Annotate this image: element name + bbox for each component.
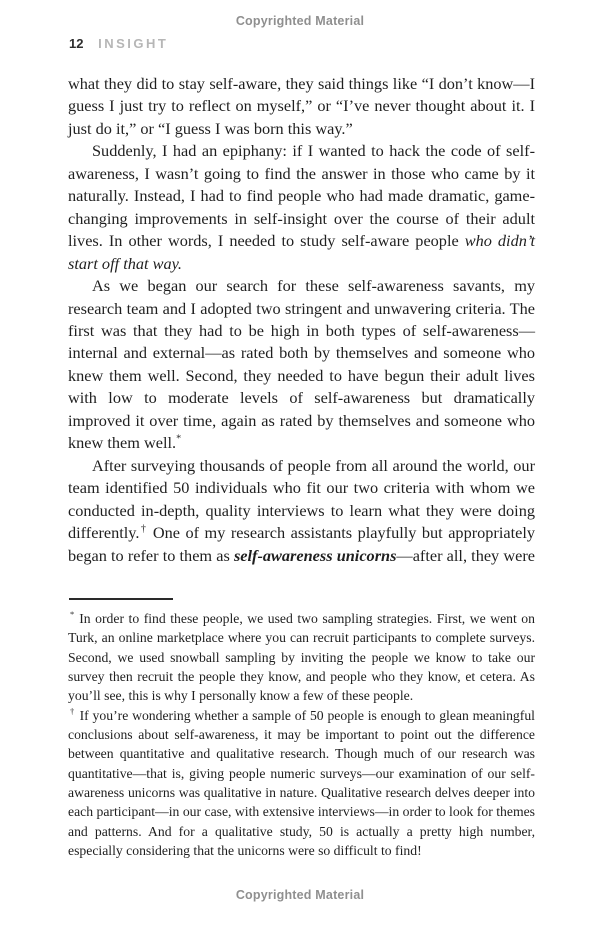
- body-text-segment: who didn’t start off that way.: [68, 231, 535, 273]
- body-paragraph: [68, 455, 535, 567]
- footnote-divider: [69, 598, 173, 600]
- copyright-notice-bottom: Copyrighted Material: [235, 888, 365, 902]
- footnote-marker: *: [176, 433, 182, 445]
- footnotes: [68, 609, 535, 860]
- body-paragraph: [68, 140, 535, 275]
- footnote-marker: †: [70, 706, 75, 717]
- footnote: [68, 706, 535, 861]
- body-text-segment: self-awareness unicorns: [233, 545, 397, 565]
- page-number: 12: [69, 36, 84, 51]
- body-text-segment: As we began our search for these self-awareness savants, my research team and I adopted two stringent and unwavering criteria. The first was that they had to be high in both types of self-awareness—internal and external—as rated both by themselves and someone who knew them well. Second, they needed to have begun their adult lives with low to moderate levels of self-awareness but dramatically improved it over time, again as rated by themselves and someone who knew them well.: [68, 276, 535, 453]
- body-paragraph: [68, 73, 535, 140]
- body-text: [68, 73, 535, 567]
- copyright-notice-top: Copyrighted Material: [235, 14, 365, 28]
- page-header: [69, 36, 168, 51]
- body-text-segment: Suddenly, I had an epiphany: if I wanted to hack the code of self-awareness, I wasn’t going to find the answer in those who came by it naturally. Instead, I had to find people who had made dramatic, game-changing improvements in self-insight over the course of their adult lives. In other words, I needed to study self-aware people: [68, 141, 535, 251]
- footnote: [68, 609, 535, 706]
- footnote-marker: *: [70, 609, 75, 620]
- body-text-segment: what they did to stay self-aware, they said things like “I don’t know—I guess I just try to reflect on myself,” or “I’ve never thought about it. I just do it,” or “I guess I was born this way.”: [68, 74, 535, 138]
- body-paragraph: [68, 275, 535, 455]
- footnote-text: In order to find these people, we used two sampling strategies. First, we went on Turk, an online marketplace where you can recruit participants to complete surveys. Second, we used snowball sampling by inviting the people we know to take our survey then recruit the people they know, and people who they know, et cetera. As you’ll see, this is why I personally know a few of these people.: [68, 611, 535, 704]
- footnote-text: If you’re wondering whether a sample of 50 people is enough to glean meaningful conclusions about self-awareness, it may be important to point out the difference between quantitative and qualitative research. Though much of our research was quantitative—that is, giving people numeric surveys—our examination of our self-awareness unicorns was qualitative in nature. Qualitative research delves deeper into each participant—in our case, with extensive interviews—in order to look for themes and patterns. And for a qualitative study, 50 is actually a pretty high number, especially considering that the unicorns were so difficult to find!: [68, 707, 535, 859]
- body-text-segment: One of my research assistants playfully but appropriately began to refer to them as: [68, 523, 536, 565]
- body-text-segment: After surveying thousands of people from all around the world, our team identified 50 individuals who fit our two criteria with whom we conducted in-depth, quality interviews to learn what they were doing differently.: [68, 455, 535, 543]
- body-text-segment: —after all, they were: [396, 545, 535, 565]
- running-head-title: INSIGHT: [98, 36, 169, 51]
- footnote-marker: †: [139, 523, 148, 535]
